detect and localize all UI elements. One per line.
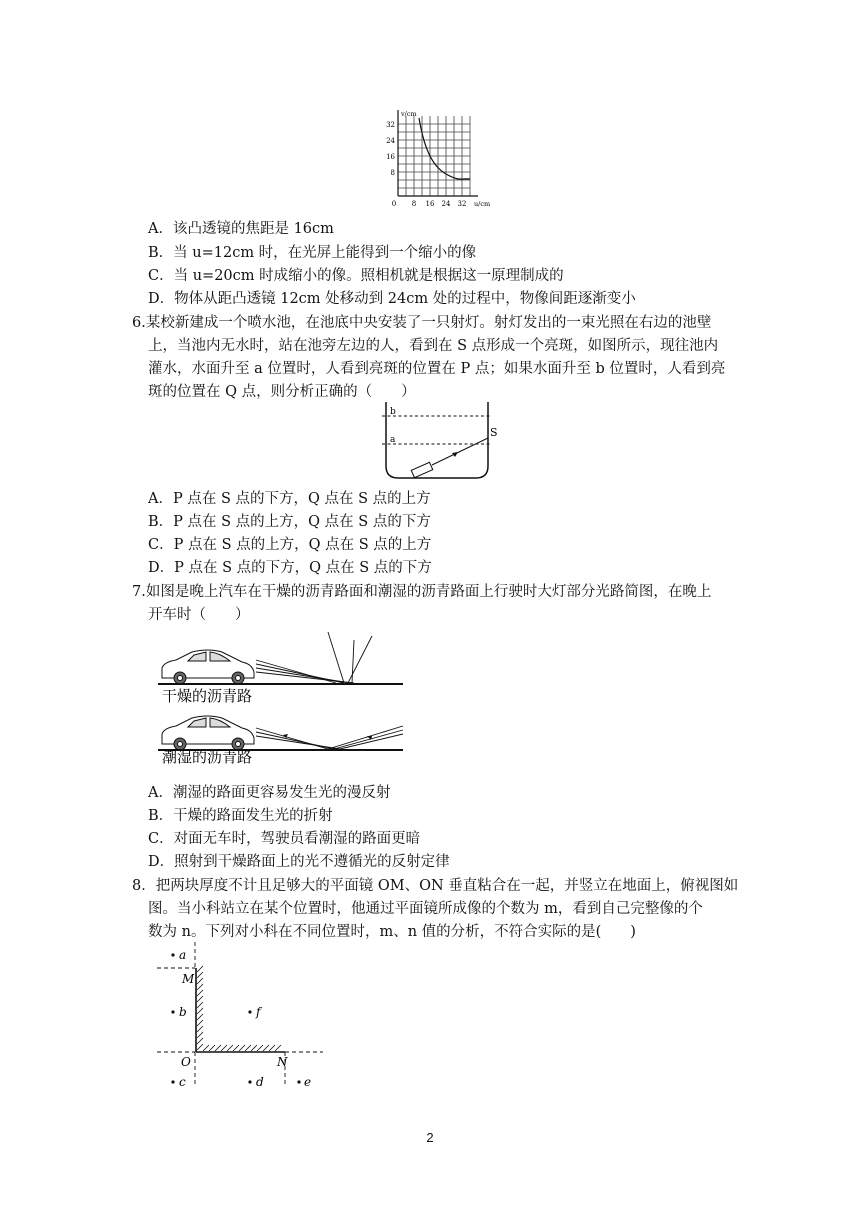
q8-stem-line: 数为 n。下列对小科在不同位置时，m、n 值的分析，不符合实际的是( ) — [148, 924, 636, 940]
xtick: 0 — [391, 200, 397, 208]
q5-option-b: B．当 u=12cm 时，在光屏上能得到一个缩小的像 — [148, 245, 477, 261]
dry-road-label: 干燥的沥青路 — [162, 687, 253, 705]
q7-option-b: B．干燥的路面发生光的折射 — [148, 808, 333, 824]
xtick: 24 — [441, 200, 451, 208]
label-d: d — [256, 1075, 264, 1089]
label-o: O — [181, 1055, 191, 1069]
q6-stem-line: 6.某校新建成一个喷水池，在池底中央安装了一只射灯。射灯发出的一束光照在右边的池壁 — [132, 315, 712, 331]
page-number: 2 — [426, 1130, 434, 1145]
q7-stem-line: 7.如图是晚上汽车在干燥的沥青路面和潮湿的沥青路面上行驶时大灯部分光路简图，在晚上 — [132, 584, 712, 600]
wet-road-label: 潮湿的沥青路 — [162, 748, 253, 764]
q6-stem-line: 上，当池内无水时，站在池旁左边的人，看到在 S 点形成一个亮斑，如图所示，现往池内 — [148, 338, 719, 354]
label-s: S — [490, 426, 498, 439]
u-v-graph — [370, 108, 500, 212]
label-n: N — [277, 1055, 288, 1069]
label-a: a — [179, 948, 187, 962]
ytick: 16 — [386, 153, 395, 161]
q7-option-a: A．潮湿的路面更容易发生光的漫反射 — [148, 785, 391, 801]
headlight-diagram — [158, 628, 408, 764]
q7-option-c: C．对面无车时，驾驶员看潮湿的路面更暗 — [148, 831, 421, 847]
q6-option-d: D．P 点在 S 点的下方，Q 点在 S 点的下方 — [148, 560, 432, 576]
xtick: 8 — [411, 200, 417, 208]
pool-diagram — [380, 398, 510, 484]
q7-stem-line: 开车时（ ） — [148, 607, 250, 623]
q6-option-b: B．P 点在 S 点的上方，Q 点在 S 点的下方 — [148, 514, 431, 530]
q8-stem-line: 8．把两块厚度不计且足够大的平面镜 OM、ON 垂直粘合在一起，并竖立在地面上，俯视图如 — [132, 878, 739, 894]
q6-stem-line: 斑的位置在 Q 点，则分析正确的（ ） — [148, 384, 416, 400]
xtick: 16 — [425, 200, 435, 208]
q8-stem-line: 图。当小科站立在某个位置时，他通过平面镜所成像的个数为 m，看到自己完整像的个 — [148, 901, 703, 917]
label-b: b — [390, 407, 396, 417]
label-m: M — [182, 972, 195, 986]
graph-xlabel: u/cm — [474, 200, 491, 208]
label-f: f — [256, 1005, 261, 1019]
mirror-diagram — [155, 940, 330, 1090]
ytick: 32 — [386, 121, 395, 129]
q5-option-d: D．物体从距凸透镜 12cm 处移动到 24cm 处的过程中，物像间距逐渐变小 — [148, 291, 636, 307]
q6-option-c: C．P 点在 S 点的上方，Q 点在 S 点的上方 — [148, 537, 432, 553]
car-icon — [162, 650, 254, 684]
graph-ylabel: v/cm — [401, 110, 417, 118]
ytick: 24 — [386, 137, 395, 145]
q6-stem-line: 灌水，水面升至 a 位置时，人看到亮斑的位置在 P 点；如果水面升至 b 位置时，人看到亮 — [148, 361, 726, 377]
xtick: 32 — [457, 200, 467, 208]
label-a: a — [390, 435, 396, 445]
q7-option-d: D．照射到干燥路面上的光不遵循光的反射定律 — [148, 854, 450, 870]
car-icon — [162, 716, 254, 750]
label-c: c — [179, 1075, 186, 1089]
label-b: b — [179, 1005, 187, 1019]
label-e: e — [304, 1075, 312, 1089]
q5-option-a: A．该凸透镜的焦距是 16cm — [148, 221, 334, 237]
ytick: 8 — [390, 169, 395, 177]
q5-option-c: C．当 u=20cm 时成缩小的像。照相机就是根据这一原理制成的 — [148, 268, 564, 284]
q6-option-a: A．P 点在 S 点的下方，Q 点在 S 点的上方 — [148, 491, 431, 507]
